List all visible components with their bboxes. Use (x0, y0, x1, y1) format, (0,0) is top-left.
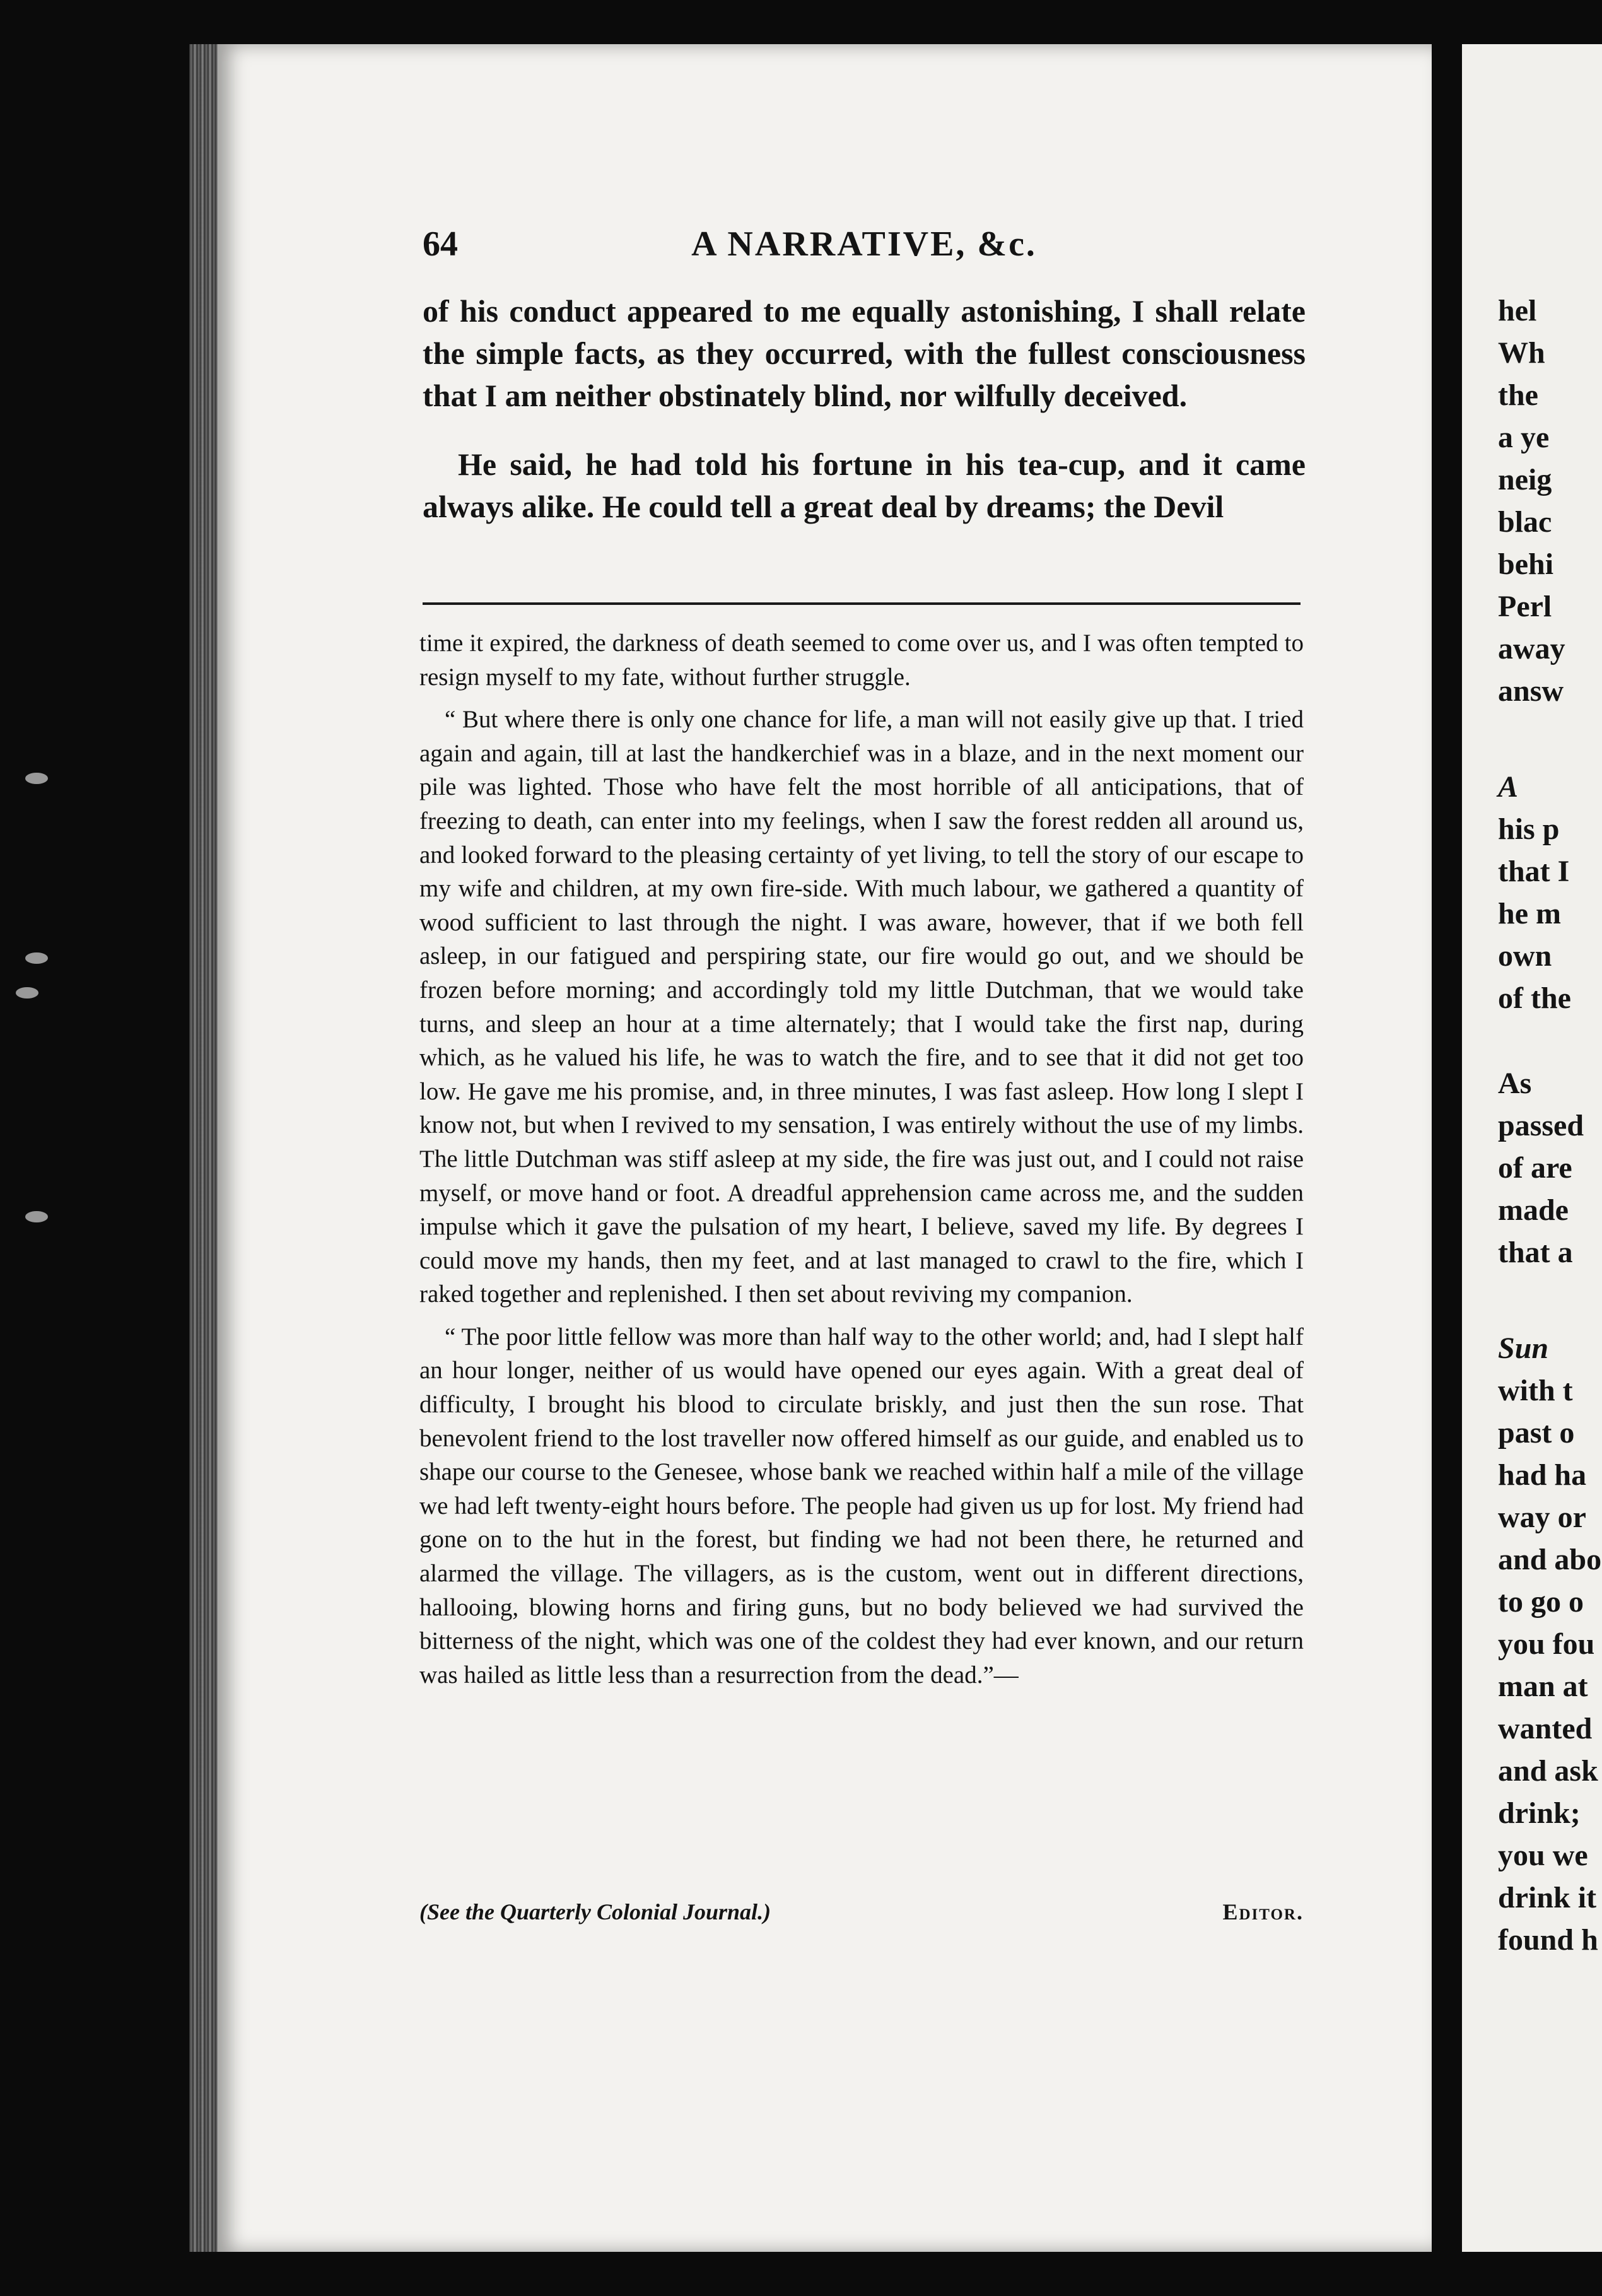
facing-page-line: to go o (1498, 1585, 1584, 1619)
facing-page-line: drink it (1498, 1881, 1597, 1914)
facing-page (1462, 44, 1602, 2252)
facing-page-line: As (1498, 1067, 1532, 1100)
facing-page-line: and abo (1498, 1543, 1602, 1576)
facing-page-line: own (1498, 939, 1552, 973)
main-paragraph: of his conduct appeared to me equally astonishing, I shall relate the simple facts, as they occurred, with the fullest consciousness that I am neither obstinately blind, nor wilfully deceived. (423, 293, 1306, 413)
facing-page-line: hel (1498, 294, 1537, 327)
facing-page-line: a ye (1498, 421, 1550, 454)
facing-page-line: past o (1498, 1416, 1575, 1450)
facing-page-line: man at (1498, 1670, 1588, 1703)
facing-page-line: you fou (1498, 1627, 1595, 1661)
footnote-paragraph: time it expired, the darkness of death seemed to come over us, and I was often tempted to resign myself to my fate, without further struggle. (419, 630, 1304, 691)
facing-page-line: A (1498, 770, 1519, 804)
source-citation: (See the Quarterly Colonial Journal.) (419, 1899, 771, 1924)
facing-page-line: with t (1498, 1374, 1573, 1407)
facing-page-line: that I (1498, 855, 1570, 888)
page-number: 64 (423, 225, 458, 264)
main-text (423, 290, 1306, 528)
facing-page-line: answ (1498, 674, 1564, 708)
facing-page-line: passed (1498, 1109, 1584, 1142)
facing-page-line: found h (1498, 1923, 1598, 1957)
facing-page-line: neig (1498, 463, 1552, 496)
facing-page-line: Wh (1498, 336, 1545, 370)
facing-page-line: Sun (1498, 1332, 1549, 1365)
facing-page-line: way or (1498, 1501, 1586, 1534)
running-title: A NARRATIVE, &c. (691, 225, 1037, 264)
facing-page-line: his p (1498, 812, 1560, 846)
facing-page-line: that a (1498, 1236, 1573, 1269)
footnote-paragraph: “ The poor little fellow was more than half way to the other world; and, had I slept half an hour longer, neither of us would have opened our eyes again. With a great deal of difficulty, I brought his blood to circulate briskly, and just then the sun rose. That benevolent friend to the lost traveller now offered himself as our guide, and enabled us to shape our course to the Genesee, whose bank we reached within half a mile of the village we had left twenty-eight hours before. The people had given us up for lost. My friend had gone on to the hut in the forest, but finding we had not been there, he returned and alarmed the village. The villagers, as is the custom, went out in different directions, hallooing, blowing horns and firing guns, but no body believed we had survived the bitterness of the night, which was one of the coldest they had ever known, and our return was hailed as little less than a resurrection from the dead.”— (419, 1323, 1304, 1689)
facing-page-line: drink; (1498, 1796, 1581, 1830)
page-header (423, 224, 1306, 274)
facing-page-line: behi (1498, 548, 1554, 581)
main-paragraph: He said, he had told his fortune in his tea-cup, and it came always alike. He could tell a great deal by dreams; the Devil (423, 447, 1306, 524)
facing-page-line: had ha (1498, 1458, 1587, 1492)
facing-page-line: blac (1498, 505, 1552, 539)
facing-page-line: of the (1498, 981, 1571, 1015)
facing-page-line: of are (1498, 1151, 1572, 1185)
footnote-source-line (419, 1896, 1304, 1928)
footnote-paragraph: “ But where there is only one chance for life, a man will not easily give up that. I tried again and again, till at last the handkerchief was in a blaze, and in the next moment our pile was lighted. Those who have felt the most horrible of all anticipations, that of freezing to death, can enter into my feelings, when I saw the forest redden all around us, and looked forward to the pleasing certainty of yet living, to tell the story of our escape to my wife and children, at my own fire-side. With much labour, we gathered a quantity of wood sufficient to last through the night. I was aware, however, that if we both fell asleep, in our fatigued and perspiring state, our fire would go out, and we should be frozen before morning; and accordingly told my little Dutchman, that we would take turns, and sleep an hour at a time alternately; that I would take the first nap, during which, as he valued his life, he was to watch the fire, and to see that it did not get too low. He gave me his promise, and, in three minutes, I was fast asleep. How long I slept I know not, but when I revived to my sensation, I was entirely without the use of my limbs. The little Dutchman was stiff asleep at my side, the fire was just out, and I could not raise myself, or move hand or foot. A dreadful apprehension came across me, and the sudden impulse which it gave the pulsation of my heart, I believe, saved my life. By degrees I could move my hands, then my feet, and at last managed to crawl to the fire, which I raked together and replenished. I then set about reviving my companion. (419, 706, 1304, 1308)
facing-page-line: away (1498, 632, 1565, 665)
facing-page-line: made (1498, 1193, 1569, 1227)
footnote-rule (423, 602, 1301, 605)
facing-page-line: you we (1498, 1839, 1588, 1872)
facing-page-line: wanted (1498, 1712, 1593, 1745)
editor-signature: Editor. (1222, 1899, 1304, 1924)
facing-page-line: Perl (1498, 590, 1552, 623)
facing-page-line: the (1498, 378, 1538, 412)
facing-page-line: and ask (1498, 1754, 1598, 1788)
binding-specks (0, 0, 76, 2296)
facing-page-line: he m (1498, 897, 1561, 930)
footnote (419, 626, 1304, 1692)
